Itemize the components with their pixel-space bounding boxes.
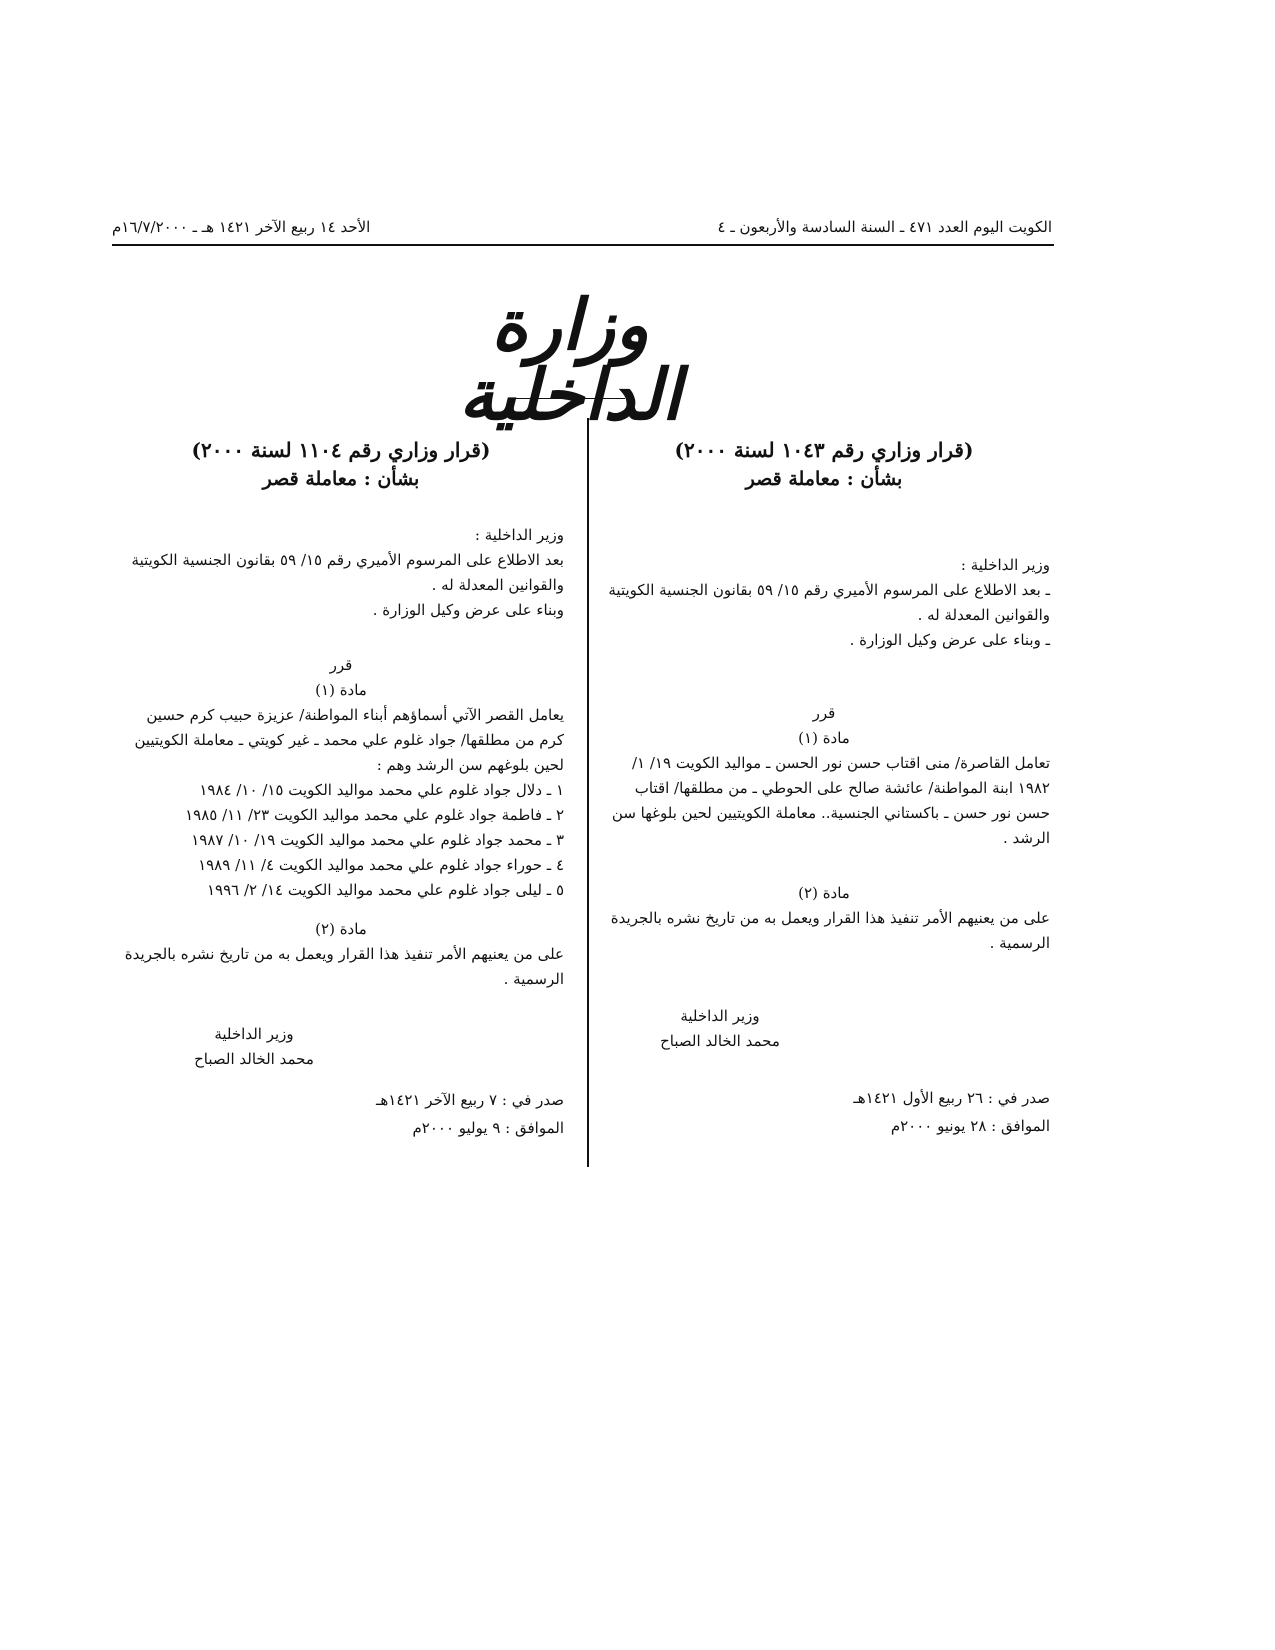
signature-role: وزير الداخلية xyxy=(680,1007,760,1025)
issued-hijri: صدر في : ٢٦ ربيع الأول ١٤٢١هـ xyxy=(853,1089,1050,1107)
article-1-text: يعامل القصر الآتي أسماؤهم أبناء المواطنة/ عزيزة حبيب كرم حسين كرم من مطلقها/ جواد غلوم علي محمد ـ غير كويتي ـ معاملة الكويتيين لحين بلوغهم سن الرشد وهم : xyxy=(134,706,564,774)
signature-name: محمد الخالد الصباح xyxy=(660,1032,780,1050)
article-2-title: مادة (٢) xyxy=(315,920,367,938)
child-3: ٣ ـ محمد جواد غلوم علي محمد مواليد الكويت ١٩/ ١٠/ ١٩٨٧ xyxy=(191,831,564,849)
decided-heading: قرر xyxy=(812,704,836,722)
preamble-2: ـ وبناء على عرض وكيل الوزارة . xyxy=(849,631,1050,649)
child-1: ١ ـ دلال جواد غلوم علي محمد مواليد الكويت ١٥/ ١٠/ ١٩٨٤ xyxy=(199,781,564,799)
issued-hijri: صدر في : ٧ ربيع الآخر ١٤٢١هـ xyxy=(375,1091,564,1109)
signature-role: وزير الداخلية xyxy=(214,1025,294,1043)
issued-gregorian: الموافق : ٢٨ يونيو ٢٠٠٠م xyxy=(890,1117,1050,1135)
decree-title: (قرار وزاري رقم ١١٠٤ لسنة ٢٠٠٠) xyxy=(191,438,491,462)
decree-title: (قرار وزاري رقم ١٠٤٣ لسنة ٢٠٠٠) xyxy=(674,438,974,462)
article-2-title: مادة (٢) xyxy=(798,884,850,902)
issue-info: الكويت اليوم العدد ٤٧١ ـ السنة السادسة والأربعون ـ ٤ xyxy=(717,218,1052,236)
article-1-title: مادة (١) xyxy=(798,729,850,747)
ministry-masthead: وزارة الداخلية xyxy=(458,283,682,436)
article-1-title: مادة (١) xyxy=(315,681,367,699)
minister-heading: وزير الداخلية : xyxy=(960,556,1050,574)
issued-gregorian: الموافق : ٩ يوليو ٢٠٠٠م xyxy=(412,1119,564,1137)
decree-subject: بشأن : معاملة قصر xyxy=(262,468,420,490)
signature-name: محمد الخالد الصباح xyxy=(194,1050,314,1068)
decree-subject: بشأن : معاملة قصر xyxy=(745,468,903,490)
decree-1043 xyxy=(598,435,1050,1140)
article-2-text: على من يعنيهم الأمر تنفيذ هذا القرار ويعمل به من تاريخ نشره بالجريدة الرسمية . xyxy=(610,909,1050,952)
decided-heading: قرر xyxy=(329,656,353,674)
issue-date: الأحد ١٤ ربيع الآخر ١٤٢١ هـ ـ ١٦/٧/٢٠٠٠م xyxy=(112,218,371,236)
preamble-1: بعد الاطلاع على المرسوم الأميري رقم ١٥/ ٥٩ بقانون الجنسية الكويتية والقوانين المعدلة له . xyxy=(131,551,564,594)
preamble-1: ـ بعد الاطلاع على المرسوم الأميري رقم ١٥/ ٥٩ بقانون الجنسية الكويتية والقوانين المعدلة له . xyxy=(608,581,1050,624)
column-divider xyxy=(587,418,589,1167)
child-4: ٤ ـ حوراء جواد غلوم علي محمد مواليد الكويت ٤/ ١١/ ١٩٨٩ xyxy=(198,856,564,874)
child-5: ٥ ـ ليلى جواد غلوم علي محمد مواليد الكويت ١٤/ ٢/ ١٩٩٦ xyxy=(206,881,564,899)
child-2: ٢ ـ فاطمة جواد غلوم علي محمد مواليد الكويت ٢٣/ ١١/ ١٩٨٥ xyxy=(185,806,564,824)
decree-1104 xyxy=(118,435,564,1142)
article-1-text: تعامل القاصرة/ منى اقتاب حسن نور الحسن ـ مواليد الكويت ١٩/ ١/ ١٩٨٢ ابنة المواطنة/ عائشة صالح على الحوطي ـ من مطلقها/ اقتاب حسن نور حسن ـ باكستاني الجنسية.. معاملة الكويتيين لحين بلوغها سن الرشد . xyxy=(611,754,1050,847)
masthead-ornament xyxy=(515,393,625,399)
preamble-2: وبناء على عرض وكيل الوزارة . xyxy=(372,601,564,619)
header-rule xyxy=(112,244,1054,246)
minister-heading: وزير الداخلية : xyxy=(474,526,564,544)
article-2-text: على من يعنيهم الأمر تنفيذ هذا القرار ويعمل به من تاريخ نشره بالجريدة الرسمية . xyxy=(124,945,564,988)
